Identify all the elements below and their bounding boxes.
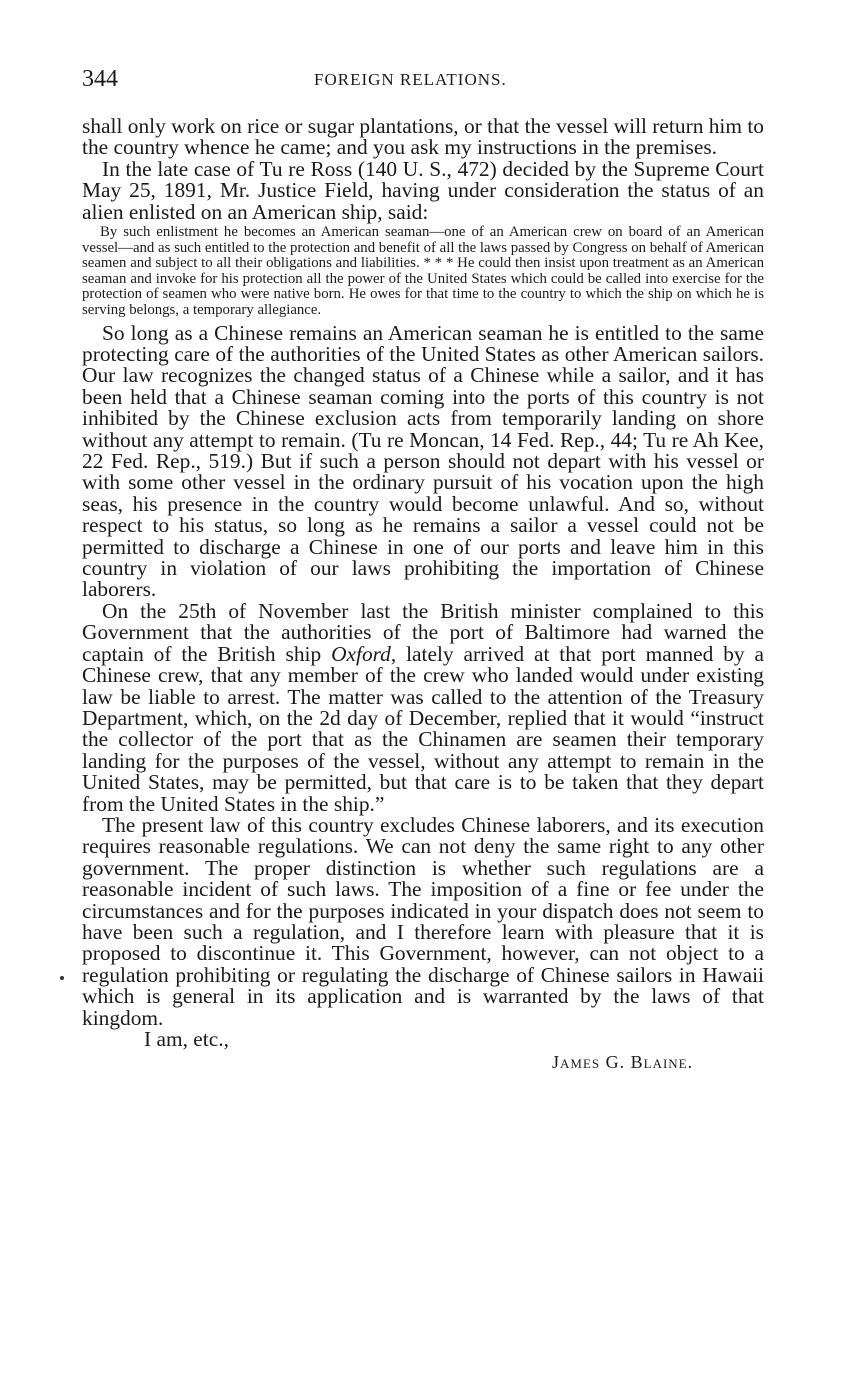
page-number: 344: [82, 66, 118, 92]
signature: James G. Blaine.: [552, 1052, 694, 1073]
paragraph-text-after-ship: , lately arrived at that port manned by a Chinese crew, that any member of the crew who landed would under existing law be liable to arrest. The matter was called to the attention of the Treasury Department, which, on the 2d day of December, replied that it would “instruct the collector of the port that as the Chinamen are seamen their temporary landing for the purposes of the vessel, without any attempt to remain in the United States, may be permitted, but that care is to be taken that they depart from the United States in the ship.”: [82, 641, 764, 816]
margin-dot: [60, 976, 64, 980]
closing-salutation: I am, etc.,: [144, 1027, 229, 1051]
block-quote: By such enlistment he becomes an American seaman—one of an American crew on board of an American vessel—and as such entitled to the protection and benefit of all the laws passed by Congress on behalf of American seamen and subject to all their obligations and liabilities. * * * He could then insist upon treatment as an American seaman and invoke for his protection all the power of the United States which could be called into exercise for the protection of seamen who were native born. He owes for that time to the country to which the ship on which he is serving belongs, a temporary allegiance.: [82, 224, 764, 318]
running-head: [82, 66, 764, 96]
header-title: FOREIGN RELATIONS.: [314, 70, 507, 89]
paragraph-continuation: shall only work on rice or sugar plantations, or that the vessel will return him to the country whence he came; and you ask my instructions in the premises.: [82, 114, 764, 160]
document-page: [82, 66, 764, 1073]
paragraph-seaman-status: So long as a Chinese remains an American seaman he is entitled to the same protecting care of the authorities of the United States as other American sailors. Our law recognizes the changed status of a Chinese while a sailor, and it has been held that a Chinese seaman coming into the ports of this country is not inhibited by the Chinese exclusion acts from temporarily landing on shore without any attempt to remain. (Tu re Moncan, 14 Fed. Rep., 44; Tu re Ah Kee, 22 Fed. Rep., 519.) But if such a person should not depart with his vessel or with some other vessel in the ordinary pursuit of his vocation upon the high seas, his presence in the country would become unlawful. And so, without respect to his status, so long as he remains a sailor a vessel could not be permitted to discharge a Chinese in one of our ports and leave him in this country in violation of our laws prohibiting the importation of Chinese laborers.: [82, 320, 764, 602]
paragraph-text-before-ship: On the 25th of November last the British minister complained to this Government that the authorities of the port of Baltimore had warned the captain of the British ship: [82, 598, 764, 666]
paragraph-present-law: The present law of this country excludes Chinese laborers, and its execution requires reasonable regulations. We can not deny the same right to any other government. The proper distinction is whether such regulations are a reasonable incident of such laws. The imposition of a fine or fee under the circumstances and for the purposes indicated in your dispatch does not seem to have been such a regulation, and I therefore learn with pleasure that it is proposed to discontinue it. This Government, however, can not object to a regulation prohibiting or regulating the discharge of Chinese sailors in Hawaii which is general in its application and is warranted by the laws of that kingdom.: [82, 812, 764, 1030]
paragraph-british-ship: [82, 598, 764, 816]
paragraph-court-case: In the late case of Tu re Ross (140 U. S., 472) decided by the Supreme Court May 25, 1891, Mr. Justice Field, having under consideration the status of an alien enlisted on an American ship, said:: [82, 156, 764, 224]
ship-name: Oxford: [331, 641, 391, 666]
